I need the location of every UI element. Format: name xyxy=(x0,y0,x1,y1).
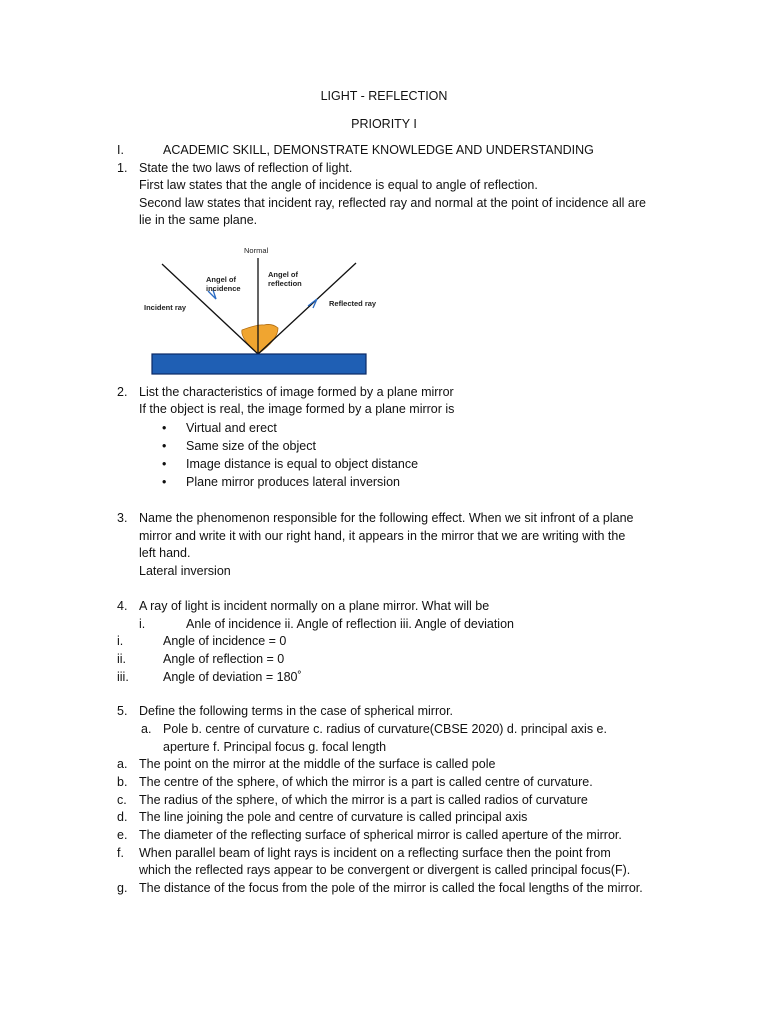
q5-question: Define the following terms in the case of spherical mirror. xyxy=(139,704,454,718)
q5-sub-line-1: Pole b. centre of curvature c. radius of curvature(CBSE 2020) d. principal axis e. xyxy=(163,722,607,736)
q4-sub-text: Anle of incidence ii. Angle of reflection iii. Angle of deviation xyxy=(186,617,514,631)
q3-line-2: mirror and write it with our right hand, it appears in the mirror that we are writing with the xyxy=(139,529,626,543)
q1-answer-line-2: Second law states that incident ray, reflected ray and normal at the point of incidence all are xyxy=(139,196,647,210)
q1-number: 1. xyxy=(117,161,128,175)
label-incident-ray: Incident ray xyxy=(144,303,187,312)
q5-answer-f-number: f. xyxy=(117,846,124,860)
q2-number: 2. xyxy=(117,385,128,399)
q4-number: 4. xyxy=(117,599,128,613)
label-angle-incidence-2: incidence xyxy=(206,284,241,293)
q1-answer-line-3: lie in the same plane. xyxy=(139,213,258,227)
q4-sub-number: i. xyxy=(139,617,146,631)
q4-answer-1: Angle of incidence = 0 xyxy=(163,634,287,648)
q5-answer-b: The centre of the sphere, of which the mirror is a part is called centre of curvature. xyxy=(139,775,593,789)
q5-answer-e: The diameter of the reflecting surface of spherical mirror is called aperture of the mirror. xyxy=(139,828,622,842)
priority-heading: PRIORITY I xyxy=(351,117,417,131)
document-title: LIGHT - REFLECTION xyxy=(320,89,448,103)
q5-answer-c: The radius of the sphere, of which the mirror is a part is called radios of curvature xyxy=(139,793,588,807)
q5-answer-e-number: e. xyxy=(117,828,128,842)
q5-answer-f-continued: which the reflected rays appear to be convergent or divergent is called principal focus(F). xyxy=(139,863,631,877)
q5-answer-b-number: b. xyxy=(117,775,128,789)
q2-bullet-3: Image distance is equal to object distance xyxy=(186,457,419,471)
q5-sub-number: a. xyxy=(141,722,152,736)
q5-answer-c-number: c. xyxy=(117,793,127,807)
bullet-icon: • xyxy=(162,421,167,435)
q2-question: List the characteristics of image formed by a plane mirror xyxy=(139,385,454,399)
q1-question: State the two laws of reflection of light. xyxy=(139,161,353,175)
q5-answer-g: The distance of the focus from the pole of the mirror is called the focal lengths of the mirror. xyxy=(139,881,643,895)
plane-mirror xyxy=(152,354,366,374)
q4-answer-3: Angle of deviation = 180˚ xyxy=(163,670,302,684)
q3-line-3: left hand. xyxy=(139,546,191,560)
q4-answer-1-number: i. xyxy=(117,634,124,648)
q5-answer-f: When parallel beam of light rays is incident on a reflecting surface then the point from xyxy=(139,846,611,860)
section-number: I. xyxy=(117,143,124,157)
bullet-icon: • xyxy=(162,457,167,471)
q4-answer-2: Angle of reflection = 0 xyxy=(163,652,285,666)
q1-answer-line-1: First law states that the angle of incidence is equal to angle of reflection. xyxy=(139,178,538,192)
q5-answer-g-number: g. xyxy=(117,881,128,895)
label-angle-reflection-1: Angel of xyxy=(268,270,298,279)
q4-question: A ray of light is incident normally on a plane mirror. What will be xyxy=(139,599,490,613)
q3-number: 3. xyxy=(117,511,128,525)
q5-answer-d: The line joining the pole and centre of curvature is called principal axis xyxy=(139,810,528,824)
q4-answer-2-number: ii. xyxy=(117,652,127,666)
q5-sub-line-2: aperture f. Principal focus g. focal length xyxy=(163,740,387,754)
q5-number: 5. xyxy=(117,704,128,718)
q5-answer-d-number: d. xyxy=(117,810,128,824)
label-reflected-ray: Reflected ray xyxy=(329,299,377,308)
label-angle-incidence-1: Angel of xyxy=(206,275,236,284)
label-normal: Normal xyxy=(244,246,269,255)
bullet-icon: • xyxy=(162,439,167,453)
label-angle-reflection-2: reflection xyxy=(268,279,302,288)
q2-bullet-4: Plane mirror produces lateral inversion xyxy=(186,475,400,489)
q5-answer-a: The point on the mirror at the middle of the surface is called pole xyxy=(139,757,496,771)
reflection-diagram xyxy=(140,230,390,380)
section-heading: ACADEMIC SKILL, DEMONSTRATE KNOWLEDGE AND UNDERSTANDING xyxy=(163,143,594,157)
q3-answer: Lateral inversion xyxy=(139,564,231,578)
bullet-icon: • xyxy=(162,475,167,489)
q2-bullet-1: Virtual and erect xyxy=(186,421,277,435)
q4-answer-3-number: iii. xyxy=(117,670,129,684)
q2-bullet-2: Same size of the object xyxy=(186,439,316,453)
q5-answer-a-number: a. xyxy=(117,757,128,771)
q2-intro: If the object is real, the image formed by a plane mirror is xyxy=(139,402,455,416)
q3-line-1: Name the phenomenon responsible for the following effect. When we sit infront of a plane xyxy=(139,511,634,525)
